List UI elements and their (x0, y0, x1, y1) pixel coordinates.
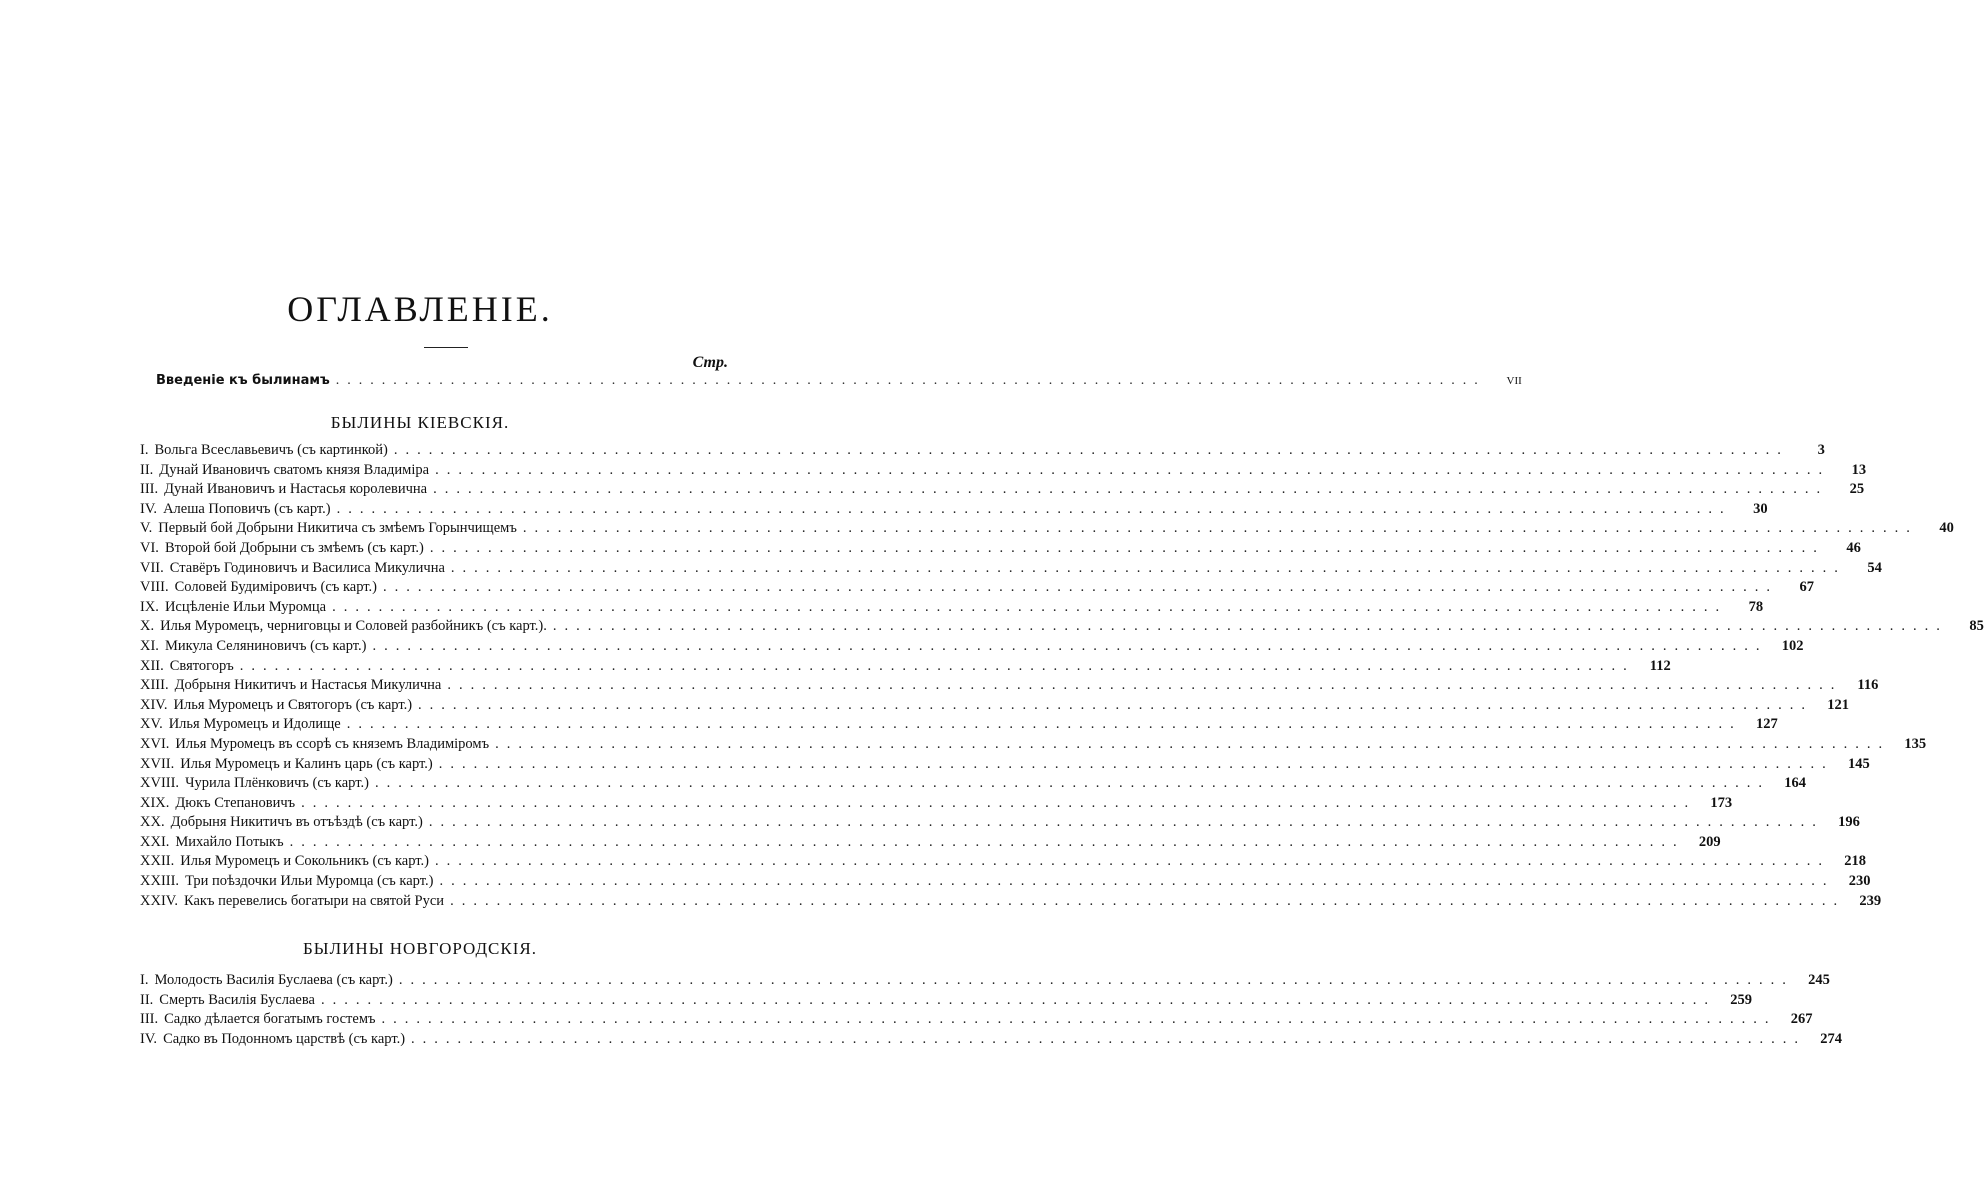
entry-page: 267 (1790, 1011, 1813, 1028)
entry-number: V. (140, 520, 153, 537)
entry-number: VIII. (140, 579, 169, 596)
entry-title: Илья Муромецъ и Идолище (168, 716, 341, 733)
entry-title: Смерть Василія Буслаева (159, 991, 315, 1008)
entry-number: IX. (140, 598, 159, 615)
entry-page: 145 (1848, 755, 1870, 772)
dot-leader: ........................................................................................................................ (382, 579, 1778, 596)
dot-leader: ........................................................................................................................ (239, 657, 1635, 674)
dot-leader: ........................................................................................................................ (428, 814, 1824, 831)
entry-title: Соловей Будиміровичъ (съ карт.) (174, 579, 377, 596)
entry-page: 46 (1846, 539, 1861, 556)
novgorod-entries-list (140, 972, 1843, 1050)
entry-title: Добрыня Никитичъ въ отъѣздѣ (съ карт.) (170, 814, 423, 831)
dot-leader: ........................................................................................................................ (429, 539, 1825, 556)
entry-title: Вольга Всеславьевичъ (съ картинкой) (154, 442, 388, 458)
entry-page: 78 (1748, 598, 1764, 615)
section-title-kiev: БЫЛИНЫ КІЕВСКІЯ. (330, 413, 510, 432)
toc-entry (140, 972, 1830, 992)
dot-leader: ........................................................................................................................ (374, 775, 1770, 792)
dot-leader: ........................................................................................................................ (450, 559, 1846, 576)
entry-number: I. (140, 442, 149, 458)
entry-title: Алеша Поповичъ (съ карт.) (163, 500, 331, 517)
dot-leader: ........................................................................................................................ (495, 735, 1891, 752)
toc-entry (140, 481, 1865, 501)
entry-number: XVIII. (140, 775, 180, 792)
dot-leader: ........................................................................................................................ (332, 598, 1728, 615)
entry-title: Чурила Плёнковичъ (съ карт.) (185, 775, 369, 792)
toc-entry (140, 1011, 1813, 1031)
entry-title: Дюкъ Степановичъ (175, 794, 296, 811)
entry-number: III. (140, 1011, 159, 1028)
dot-leader: ........................................................................................................................ (301, 794, 1697, 811)
dot-leader: ........................................................................................................................ (372, 637, 1768, 654)
toc-entry (140, 637, 1804, 658)
toc-entry (140, 892, 1882, 913)
entry-page: 112 (1649, 657, 1671, 674)
dot-leader: ........................................................................................................................ (450, 892, 1846, 909)
entry-number: I. (140, 972, 149, 988)
entry-title: Какъ перевелись богатыри на святой Руси (184, 892, 445, 909)
entry-number: XI. (140, 637, 159, 654)
dot-leader: ........................................................................................................................ (393, 442, 1789, 458)
dot-leader: ........................................................................................................................ (398, 972, 1794, 988)
entry-title: Дунай Ивановичъ сватомъ князя Владиміра (159, 461, 430, 478)
entry-number: VI. (140, 539, 159, 556)
dot-leader: ........................................................................................................................ (439, 873, 1835, 890)
entry-page: 25 (1849, 481, 1865, 498)
intro-page: VII (1506, 375, 1522, 387)
entry-title: Исцѣленіе Ильи Муромца (164, 598, 327, 615)
toc-entry (140, 853, 1866, 873)
entry-page: 13 (1851, 461, 1867, 478)
entry-number: XIV. (140, 696, 168, 713)
intro-entry (156, 373, 1522, 393)
entry-number: IV. (140, 500, 158, 517)
entry-page: 67 (1799, 579, 1814, 596)
entry-number: XXII. (140, 853, 175, 870)
section-title-novgorod: БЫЛИНЫ НОВГОРОДСКІЯ. (303, 939, 537, 958)
entry-page: 209 (1698, 833, 1721, 850)
entry-page: 127 (1755, 716, 1778, 733)
entry-title: Михайло Потыкъ (175, 833, 284, 850)
entry-number: II. (140, 461, 154, 478)
entry-title: Илья Муромецъ и Святогоръ (съ карт.) (173, 696, 413, 713)
entry-page: 121 (1827, 696, 1850, 713)
dot-leader: ........................................................................................................................ (346, 716, 1742, 733)
toc-entry (140, 520, 1954, 540)
dot-leader: ........................................................................................................................ (522, 520, 1918, 537)
entry-title: Святогоръ (169, 657, 234, 674)
entry-page: 102 (1781, 637, 1804, 654)
dot-leader: ........................................................................................................................ (438, 755, 1834, 772)
title-divider (424, 347, 468, 348)
toc-entry (140, 500, 1768, 521)
entry-number: XIII. (140, 677, 169, 694)
toc-entry (140, 559, 1882, 580)
toc-entry (140, 755, 1870, 776)
entry-page: 3 (1817, 442, 1825, 458)
entry-page: 196 (1838, 814, 1860, 831)
toc-entry (140, 991, 1752, 1012)
entry-title: Второй бой Добрыни съ змѣемъ (съ карт.) (164, 539, 424, 556)
toc-entry (140, 618, 1984, 638)
entry-page: 173 (1710, 794, 1733, 811)
entry-page: 30 (1753, 500, 1768, 517)
toc-entry (140, 873, 1871, 893)
entry-number: IV. (140, 1030, 158, 1047)
toc-entry (140, 716, 1778, 736)
entry-title: Илья Муромецъ въ ссорѣ съ княземъ Владиміромъ (175, 735, 490, 752)
entry-page: 135 (1904, 735, 1927, 752)
entry-title: Садко дѣлается богатымъ гостемъ (164, 1011, 376, 1028)
toc-entry (140, 677, 1879, 697)
entry-title: Илья Муромецъ, черниговцы и Соловей разбойникъ (съ карт.). (160, 618, 547, 635)
dot-leader: ........................................................................................................................ (433, 481, 1829, 498)
entry-title: Садко въ Подонномъ царствѣ (съ карт.) (163, 1030, 406, 1047)
entry-number: XVI. (140, 735, 170, 752)
toc-entry (140, 833, 1721, 854)
entry-page: 85 (1969, 618, 1984, 635)
entry-page: 54 (1867, 559, 1882, 576)
dot-leader: ........................................................................................................................ (447, 677, 1843, 694)
entry-title: Микула Селяниновичъ (съ карт.) (164, 637, 367, 654)
entry-title: Добрыня Никитичъ и Настасья Микулична (174, 677, 442, 694)
toc-entry (140, 539, 1861, 560)
entry-page: 116 (1857, 677, 1879, 694)
toc-entry (140, 735, 1927, 756)
toc-entry (140, 1030, 1843, 1051)
entry-number: XXI. (140, 833, 170, 850)
entry-page: 259 (1730, 991, 1752, 1008)
entry-number: XX. (140, 814, 165, 831)
entry-title: Илья Муромецъ и Калинъ царь (съ карт.) (180, 755, 433, 772)
entry-title: Илья Муромецъ и Сокольникъ (съ карт.) (180, 853, 429, 870)
entry-page: 245 (1808, 972, 1830, 988)
entry-number: XII. (140, 657, 164, 674)
toc-entry (140, 775, 1806, 795)
dot-leader: ........................................................................................................................ (320, 991, 1716, 1008)
dot-leader: ........................................................................................................................ (418, 696, 1814, 713)
toc-entry (140, 442, 1825, 462)
entry-number: VII. (140, 559, 164, 576)
toc-entry (140, 579, 1814, 599)
entry-title: Три поѣздочки Ильи Муромца (съ карт.) (185, 873, 434, 890)
dot-leader: ........................................................................................................................ (552, 618, 1948, 635)
entry-number: III. (140, 481, 159, 498)
entry-number: XXIV. (140, 892, 178, 909)
toc-entry (140, 696, 1850, 717)
entry-page: 40 (1939, 520, 1954, 537)
dot-leader: .................................................................................................... (335, 373, 1486, 388)
dot-leader: ........................................................................................................................ (434, 853, 1830, 870)
entry-title: Дунай Ивановичъ и Настасья королевична (164, 481, 428, 498)
page-title: ОГЛАВЛЕНІЕ. (287, 289, 553, 329)
dot-leader: ........................................................................................................................ (381, 1011, 1777, 1028)
entry-number: XIX. (140, 794, 170, 811)
dot-leader: ........................................................................................................................ (289, 833, 1685, 850)
dot-leader: ........................................................................................................................ (336, 500, 1732, 517)
entry-title: Первый бой Добрыни Никитича съ змѣемъ Горынчищемъ (158, 520, 517, 537)
entry-page: 230 (1848, 873, 1871, 890)
intro-title: Введеніе къ былинамъ (156, 373, 330, 388)
entry-number: II. (140, 991, 154, 1008)
toc-entry (140, 657, 1671, 678)
page-column-label: Стр. (692, 354, 728, 371)
entry-number: XV. (140, 716, 163, 733)
entry-title: Ставёръ Годиновичъ и Василиса Микулична (169, 559, 445, 576)
dot-leader: ........................................................................................................................ (411, 1030, 1807, 1047)
toc-entry (140, 794, 1733, 815)
entry-number: X. (140, 618, 155, 635)
entry-title: Молодость Василія Буслаева (съ карт.) (154, 972, 393, 988)
toc-entry (140, 598, 1764, 619)
toc-entry (140, 461, 1867, 482)
entry-number: XXIII. (140, 873, 180, 890)
entry-number: XVII. (140, 755, 175, 772)
entry-page: 239 (1859, 892, 1882, 909)
kiev-entries-list (140, 442, 1984, 912)
entry-page: 218 (1844, 853, 1866, 870)
dot-leader: ........................................................................................................................ (435, 461, 1831, 478)
entry-page: 274 (1820, 1030, 1843, 1047)
toc-entry (140, 814, 1860, 834)
entry-page: 164 (1784, 775, 1806, 792)
